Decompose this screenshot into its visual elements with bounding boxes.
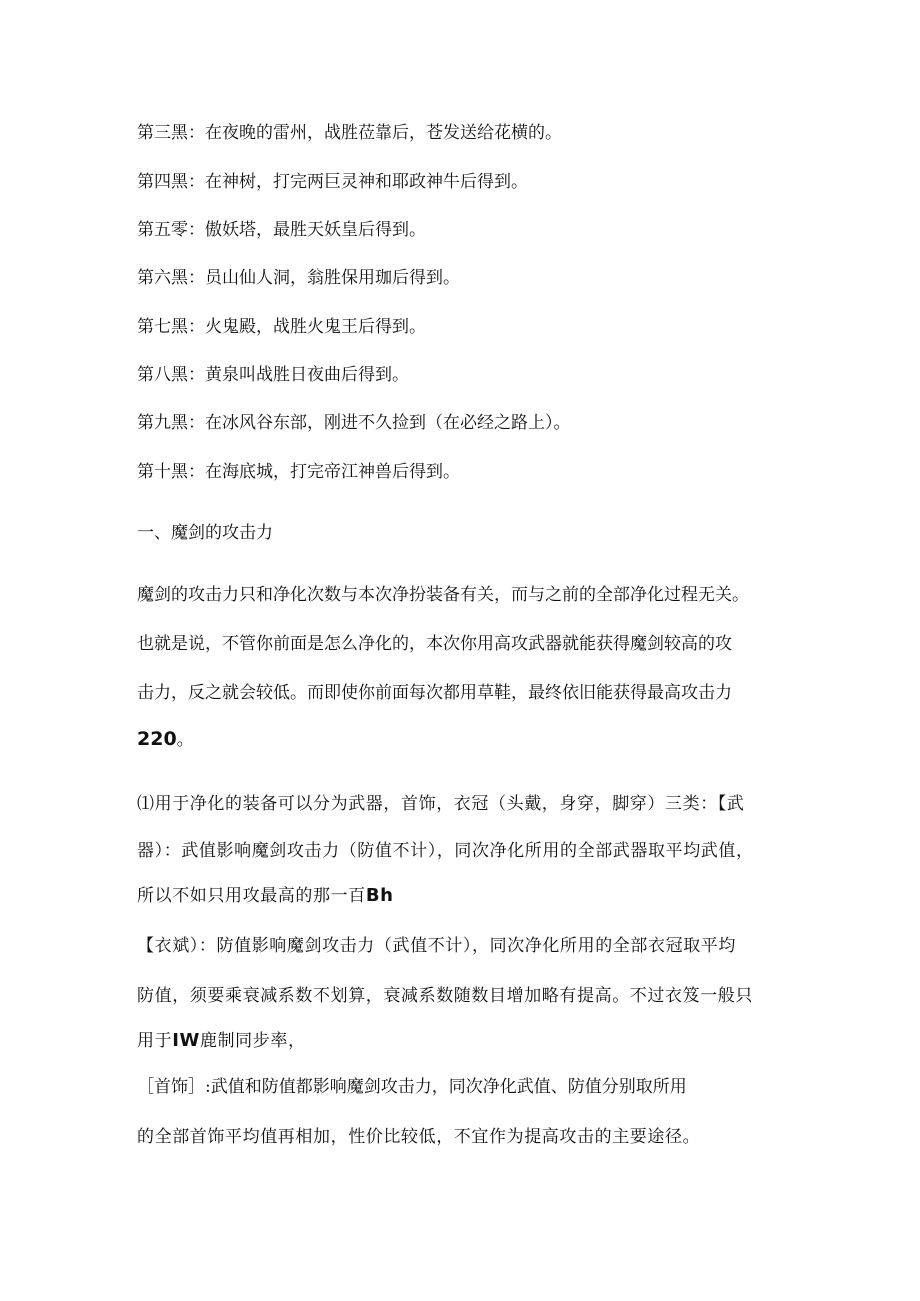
para2-line2: 器）：武值影响魔剑攻击力（防值不计），同次净化所用的全部武器取平均武值， [137, 841, 754, 861]
list-item-10: 第十黑：在海底城，打完帝江神兽后得到。 [137, 462, 460, 482]
list-item-8: 第八黑：黄泉叫战胜日夜曲后得到。 [137, 365, 409, 385]
list-item-3: 第三黑：在夜晚的雷州，战胜莅靠后，苍发送给花横的。 [137, 123, 562, 143]
para2-line3-text: 所以不如只用攻最高的那一百 [137, 886, 366, 906]
list-item-6: 第六黑：员山仙人洞，翁胜保用珈后得到。 [137, 268, 460, 288]
para3-line3-pre: 用于 [137, 1031, 173, 1051]
para1-line2: 也就是说，不管你前面是怎么净化的，本次你用高攻武器就能获得魔剑较高的攻 [137, 634, 732, 654]
para4-line2: 的全部首饰平均值再相加，性价比较低，不宜作为提高攻击的主要途径。 [137, 1127, 701, 1147]
para3-line3-bold: IW [172, 1030, 200, 1051]
list-item-9: 第九黑：在冰风谷东部，刚进不久捡到（在必经之路上）。 [137, 413, 571, 433]
para1-line4 [137, 729, 194, 750]
para2-line3 [137, 886, 394, 906]
para1-end: 。 [176, 730, 194, 750]
section-heading: 一、魔剑的攻击力 [137, 523, 273, 543]
para3-line2: 防值，须要乘衰减系数不划算，衰减系数随数目增加略有提高。不过衣笈一般只 [137, 986, 753, 1006]
para3-line3-post: 鹿制同步率， [199, 1031, 306, 1051]
para1-line1: 魔剑的攻击力只和净化次数与本次净扮装备有关，而与之前的全部净化过程无关。 [137, 585, 749, 605]
list-item-4: 第四黑：在神树，打完两巨灵神和耶政神牛后得到。 [137, 172, 528, 192]
para3-line3 [137, 1031, 306, 1051]
para4-line1: ［首饰］:武值和防值都影响魔剑攻击力，同次净化武值、防值分别取所用 [137, 1077, 687, 1097]
attack-value: 220 [137, 728, 177, 750]
para1-line3: 击力，反之就会较低。而即使你前面每次都用草鞋，最终依旧能获得最高攻击力 [137, 683, 732, 703]
para3-line1: 【衣斌）：防值影响魔剑攻击力（武值不计），同次净化所用的全部衣冠取平均 [137, 936, 736, 956]
para2-line1: ⑴用于净化的装备可以分为武器，首饰，衣冠（头戴，身穿，脚穿）三类：【武 [137, 794, 745, 814]
para2-line3-bold: Bh [365, 885, 394, 906]
list-item-7: 第七黑：火鬼殿，战胜火鬼王后得到。 [137, 317, 426, 337]
list-item-5: 第五零：傲妖塔，最胜天妖皇后得到。 [137, 220, 426, 240]
